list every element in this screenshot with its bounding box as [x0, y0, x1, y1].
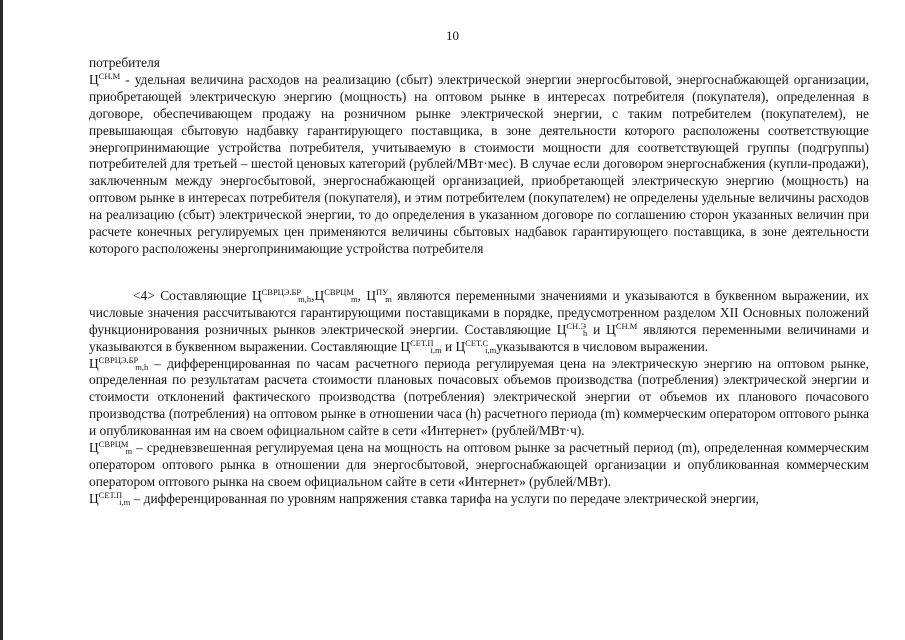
paragraph-set-p-definition [89, 491, 869, 508]
paragraph-svrce-definition [89, 356, 869, 441]
text-fragment: потребителя [89, 55, 160, 70]
symbol-c-set-p: $Ц^{СЕТ.П}_{i,m}$ [400, 337, 442, 355]
symbol-c-sn-m: $Ц^{СН.М}$ [606, 320, 638, 337]
symbol-c-set-p: $Ц^{СЕТ.П}_{i,m}$ [89, 489, 131, 507]
paragraph-svrcm-definition [89, 440, 869, 491]
document-body [89, 55, 869, 508]
symbol-c-pu: $Ц^{ПУ}_m$ [366, 286, 392, 304]
text-fragment: – дифференцированная по уровням напряжения ставка тарифа на услуги по передаче электрической энергии, [130, 490, 759, 506]
paragraph-consumer-tail [89, 55, 869, 72]
text-fragment: являются переменными значениями и указываются в буквенном выражении, их числовые значения рассчитываются гарантирующими поставщиками в порядке, предусмотренном разделом XII Основных положений функционирования розничных рынков электрической энергии. Составляющие [89, 287, 869, 337]
paragraph-sn-m-definition [89, 72, 869, 258]
text-fragment: - удельная величина расходов на реализацию (сбыт) электрической энергии энергосбытовой, энергоснабжающей организации, приобретающей электрическую энергию (мощность) на оптовом рынке в интересах потребителя (покупателя), определенная в договоре, обеспечивающем продажу на розничном рынке электрической энергии, с таким потребителем (покупателем), не превышающая сбытовую надбавку гарантирующего поставщика, в зоне деятельности которого расположены соответствующие энергопринимающие устройства потребителя, учитываемую в стоимости мощности для соответствующей группы (подгруппы) потребителей для третьей – шестой ценовых категорий (рублей/МВт·мес). В случае если договором энергоснабжения (купли-продажи), заключенным между энергосбытовой, энергоснабжающей организацией, приобретающей электрическую энергию (мощность) на оптовом рынке в интересах потребителя (покупателя), и этим потребителем (покупателем) не определены удельные величины расходов на реализацию (сбыт) электрической энергии, то до определения в указанном договоре по соглашению сторон указанных величин при расчете конечных регулируемых цен применяются величины сбытовых надбавок гарантирующего поставщика, в зоне деятельности которого расположены энергопринимающие устройства потребителя [89, 71, 869, 256]
text-fragment: являются переменными величинами и указываются в буквенном выражении. Составляющие [89, 321, 869, 354]
symbol-c-svrce-br: $Ц^{СВРЦЭ.БР}_{m,h}$ [251, 286, 312, 304]
symbol-c-svrcm: $Ц^{СВРЦМ}_m$ [89, 439, 133, 457]
text-fragment: указываются в числовом выражении. [496, 338, 709, 354]
spacer [89, 258, 869, 288]
scan-edge [0, 0, 3, 640]
symbol-c-sn-e: $Ц^{СН.Э}_h$ [556, 320, 588, 338]
paragraph-note-4: <4> Составляющие $Ц^{СВРЦЭ.БР}_{m,h},Ц^{СВРЦМ}_m$, $Ц^{ПУ}_m$ являются переменными значениями и указываются в буквенном выражении, их числовые значения рассчитываются гарантирующими поставщиками в порядке, предусмотренном разделом XII Основных положений функционирования розничных рынков электрической энергии. Составляющие $Ц^{СН.Э}_h$ и $Ц^{СН.М}$ являются переменными величинами и указываются в буквенном выражении. Составляющие $Ц^{СЕТ.П}_{i,m}$ и $Ц^{СЕТ.С}_{i,m}указываются$ в числовом выражении. [89, 286, 869, 355]
symbol-c-sn-m: $Ц^{СН.М}$ [89, 70, 121, 87]
symbol-c-set-s: $Ц^{СЕТ.С}_{i,m}$ [455, 337, 497, 355]
text-fragment: – средневзвешенная регулируемая цена на мощность на оптовом рынке за расчетный период (m), определенная коммерческим оператором оптового рынка в отношении для энергосбытовой, энергоснабжающей организации и опубликованная коммерческим оператором оптового рынка на своем официальном сайте в сети «Интернет» (рублей/МВт). [89, 440, 869, 489]
text-fragment: – дифференцированная по часам расчетного периода регулируемая цена на электрическую энергию на оптовом рынке, определенная по результатам расчета стоимости плановых почасовых объемов производства (потребления) электрической энергии и стоимости отклонений фактического производства (потребления) электрической энергии от объемов их планового почасового производства (потребления) на оптовом рынке в отношении часа (h) расчетного периода (m) коммерческим оператором оптового рынка и опубликованная им на своем официальном сайте в сети «Интернет» (рублей/МВт·ч). [89, 355, 869, 439]
text-fragment: <4> Составляющие [133, 287, 252, 303]
symbol-c-svrcm: $Ц^{СВРЦМ}_m$ [314, 286, 358, 304]
page-number: 10 [446, 28, 459, 43]
symbol-c-svrce-br: $Ц^{СВРЦЭ.БР}_{m,h}$ [89, 354, 149, 372]
